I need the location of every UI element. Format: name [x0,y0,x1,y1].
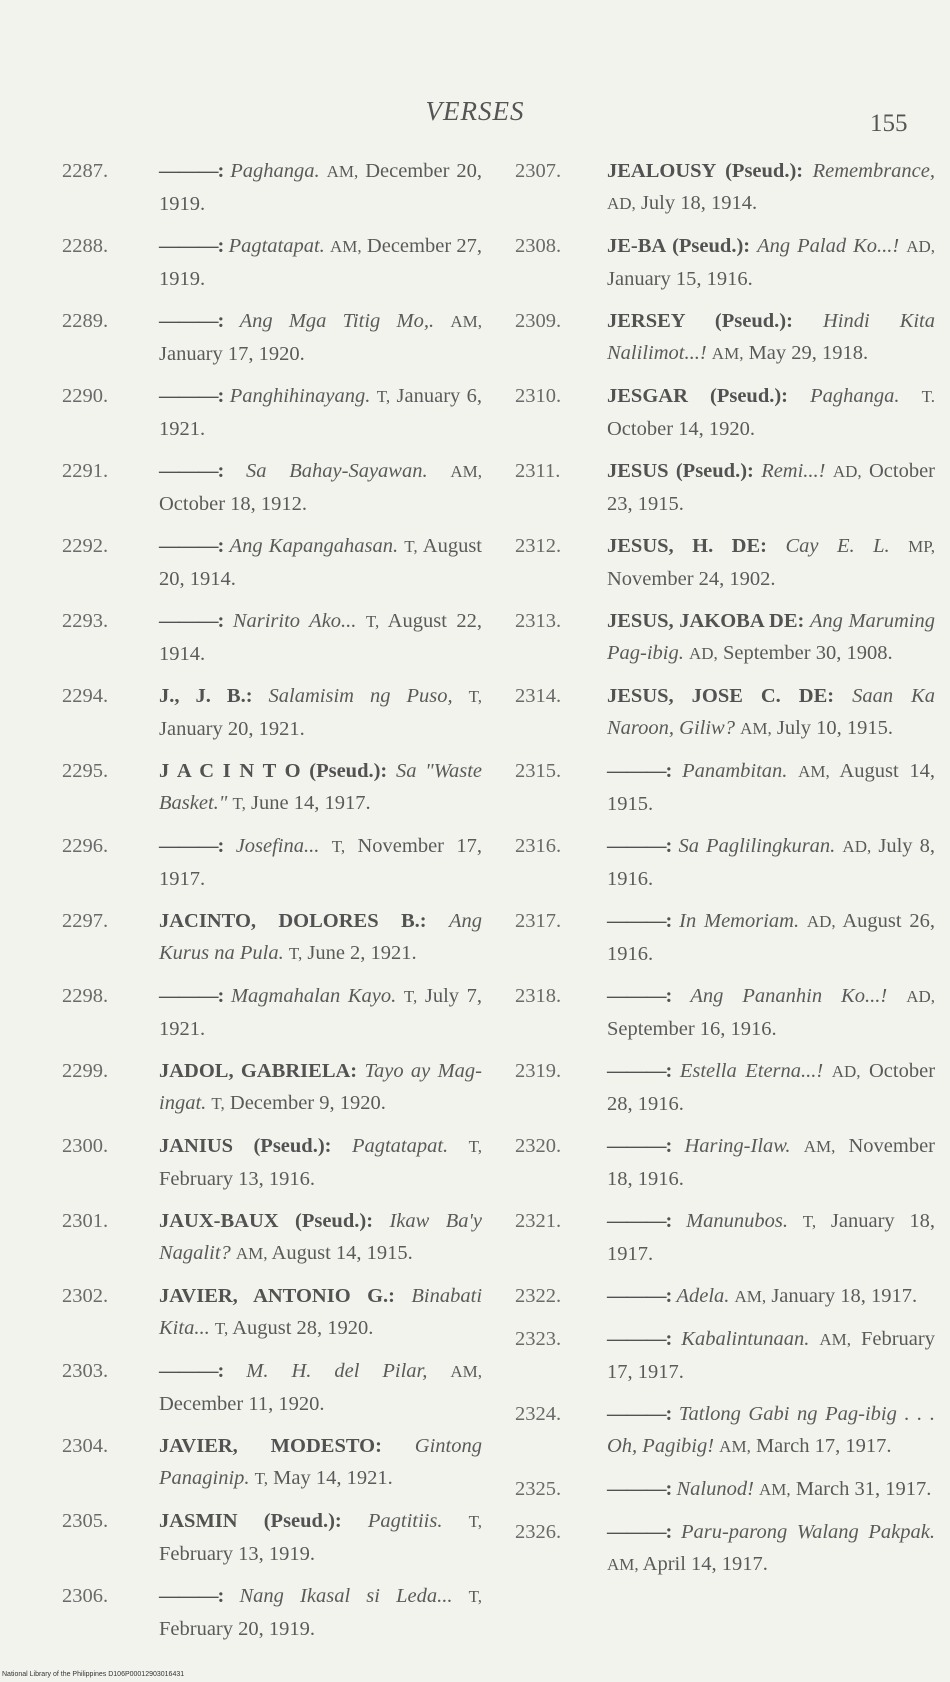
entry-number: 2293. [62,610,109,632]
entry-number: 2324. [515,1403,562,1425]
source-code: T, [365,612,380,631]
entry-number: 2315. [515,760,562,782]
bibliography-entry [515,230,935,295]
poem-title: Haring-Ilaw. [684,1135,791,1157]
entry-number: 2318. [515,985,562,1007]
poem-title: Panghihinayang. [229,385,371,407]
source-code: T, [331,837,346,856]
poem-title: Saan Ka Naroon, Giliw? [607,685,935,739]
bibliography-entry [515,1516,935,1581]
author-name: ———: [607,1285,672,1307]
author-name: JESUS, H. DE: [607,535,767,557]
source-code: AM, [711,344,744,363]
poem-title: Paghanga. [230,160,320,182]
author-name: ———: [159,835,224,857]
source-code: AM, [803,1137,836,1156]
bibliography-entry [62,905,482,970]
page-title: VERSES [425,96,525,126]
poem-title: Cay E. L. [785,535,890,557]
poem-title: Ikaw Ba'y Nagalit? [159,1210,482,1264]
bibliography-entry [62,530,482,595]
source-code: AM, [819,1330,852,1349]
publication-date: August 14, 1915. [607,760,935,815]
author-name: JADOL, GABRIELA: [159,1060,358,1082]
bibliography-entry [515,1055,935,1120]
source-code: T, [403,987,418,1006]
source-code: T. [921,387,935,406]
publication-date: June 2, 1921. [307,942,417,964]
source-code: AD, [607,194,636,213]
bibliography-entry [62,1580,482,1645]
poem-title: Sa "Waste Basket." [159,760,483,814]
entry-number: 2304. [62,1435,109,1457]
source-code: AM, [450,462,482,481]
publication-date: May 14, 1921. [273,1467,393,1489]
poem-title: Remembrance, [812,160,935,182]
author-name: ———: [159,1360,224,1382]
author-name: ———: [607,835,672,857]
source-code: AM, [759,1480,791,1499]
source-code: AD, [906,237,936,256]
author-name: JESGAR (Pseud.): [607,385,788,407]
publication-date: January 18, 1917. [607,1210,936,1265]
source-code: AM, [450,312,482,331]
bibliography-entry [515,1473,935,1506]
publication-date: January 6, 1921. [159,385,483,440]
bibliography-entry [515,605,935,670]
entry-number: 2310. [515,385,562,407]
poem-title: Magmahalan Kayo. [230,985,397,1007]
bibliography-entry [62,380,482,445]
entry-number: 2291. [62,460,109,482]
entry-number: 2303. [62,1360,109,1382]
poem-title: Ang Kurus na Pula. [159,910,482,964]
poem-title: Ang Pananhin Ko...! [690,985,888,1007]
source-code: T, [802,1212,817,1231]
author-name: J., J. B.: [159,685,253,707]
source-code: AD, [906,987,935,1006]
publication-date: November 18, 1916. [607,1135,935,1190]
publication-date: August 14, 1915. [271,1242,413,1264]
author-name: ———: [159,160,224,182]
entry-number: 2308. [515,235,562,257]
source-code: AM, [235,1244,268,1263]
poem-title: Naririto Ako... [232,610,357,632]
author-name: ———: [607,910,672,932]
publication-date: December 27, 1919. [159,235,482,290]
entry-number: 2290. [62,385,109,407]
bibliography-entry [62,680,482,745]
author-name: ———: [159,235,224,257]
publication-date: April 14, 1917. [642,1553,768,1575]
bibliography-entry [515,1323,935,1388]
publication-date: October 18, 1912. [159,493,308,515]
publication-date: July 8, 1916. [607,835,935,890]
publication-date: February 17, 1917. [607,1328,935,1383]
bibliography-entry [62,1280,482,1345]
publication-date: November 17, 1917. [159,835,482,890]
bibliography-entry [515,755,935,820]
source-code: AD, [832,462,862,481]
author-name: ———: [607,985,672,1007]
entry-number: 2301. [62,1210,109,1232]
bibliography-entry [62,830,482,895]
source-code: AD, [842,837,872,856]
author-name: ———: [159,385,224,407]
publication-date: September 16, 1916. [607,1018,777,1040]
source-code: T, [468,1512,482,1531]
publication-date: March 17, 1917. [755,1435,892,1457]
source-code: AM, [734,1287,767,1306]
publication-date: July 10, 1915. [776,717,894,739]
poem-title: Ang Kapangahasan. [229,535,399,557]
bibliography-entry [62,230,482,295]
publication-date: October 14, 1920. [607,418,756,440]
publication-date: December 20, 1919. [159,160,482,215]
author-name: JAUX-BAUX (Pseud.): [159,1210,374,1232]
poem-title: Estella Eterna...! [679,1060,824,1082]
publication-date: August 26, 1916. [607,910,936,965]
bibliography-entry [515,155,935,220]
publication-date: July 7, 1921. [159,985,483,1040]
author-name: JANIUS (Pseud.): [159,1135,332,1157]
poem-title: Paru-parong Walang Pakpak. [680,1521,936,1543]
author-name: ———: [607,760,672,782]
publication-date: September 30, 1908. [722,642,893,664]
poem-title: Hindi Kita Nalilimot...! [607,310,936,364]
entry-number: 2316. [515,835,562,857]
entry-number: 2321. [515,1210,562,1232]
bibliography-entry [62,1505,482,1570]
entry-number: 2312. [515,535,562,557]
author-name: ———: [159,985,224,1007]
entry-number: 2323. [515,1328,562,1350]
author-name: JESUS (Pseud.): [607,460,754,482]
author-name: JESUS, JAKOBA DE: [607,610,805,632]
publication-date: June 14, 1917. [251,792,371,814]
source-code: T, [214,1319,229,1338]
entry-number: 2311. [515,460,561,482]
author-name: JESUS, JOSE C. DE: [607,685,835,707]
source-code: T, [404,537,418,556]
publication-date: November 24, 1902. [607,568,776,590]
entry-number: 2322. [515,1285,562,1307]
author-name: JEALOUSY (Pseud.): [607,160,804,182]
author-name: ———: [159,310,224,332]
bibliography-entry [515,1398,935,1463]
bibliography-entry [515,830,935,895]
author-name: ———: [607,1210,672,1232]
entry-number: 2294. [62,685,109,707]
entry-number: 2288. [62,235,109,257]
bibliography-entry [515,1280,935,1313]
entry-number: 2300. [62,1135,109,1157]
poem-title: Pagtitiis. [367,1510,443,1532]
entry-number: 2317. [515,910,562,932]
poem-title: Nang Ikasal si Leda... [239,1585,453,1607]
bibliography-entry [62,980,482,1045]
publication-date: October 23, 1915. [607,460,936,515]
source-code: AM, [330,237,362,256]
bibliography-entry [515,1205,935,1270]
poem-title: Josefina... [235,835,320,857]
source-code: AM, [740,719,772,738]
poem-title: Ang Maruming Pag-ibig. [607,610,936,664]
entry-number: 2299. [62,1060,109,1082]
publication-date: May 29, 1918. [748,342,869,364]
entry-number: 2298. [62,985,109,1007]
poem-title: Paghanga. [810,385,900,407]
publication-date: February 13, 1919. [159,1543,316,1565]
poem-title: Sa Paglilingkuran. [678,835,836,857]
author-name: JE-BA (Pseud.): [607,235,751,257]
author-name: ———: [159,610,224,632]
source-code: MP, [908,537,936,556]
entry-number: 2307. [515,160,562,182]
publication-date: March 31, 1917. [795,1478,932,1500]
entry-number: 2320. [515,1135,562,1157]
bibliography-entry [62,1205,482,1270]
left-column [62,155,482,1655]
author-name: JACINTO, DOLORES B.: [159,910,427,932]
publication-date: February 13, 1916. [159,1168,316,1190]
bibliography-entry [515,905,935,970]
source-code: AM, [326,162,359,181]
poem-title: Nalunod! [676,1478,754,1500]
poem-title: Remi...! [761,460,826,482]
library-footer: National Library of the Philippines D106P00012903016431 [2,1671,185,1678]
bibliography-entry [515,1130,935,1195]
publication-date: December 9, 1920. [229,1092,386,1114]
author-name: ———: [607,1403,672,1425]
publication-date: January 17, 1920. [159,343,305,365]
entry-number: 2319. [515,1060,562,1082]
poem-title: Manunubos. [686,1210,789,1232]
author-name: ———: [159,1585,224,1607]
source-code: T, [376,387,391,406]
author-name: ———: [159,535,224,557]
page-number: 155 [870,110,908,137]
bibliography-entry [515,380,935,445]
source-code: T, [211,1094,225,1113]
source-code: AM, [607,1555,639,1574]
publication-date: October 28, 1916. [607,1060,936,1115]
poem-title: Adela. [676,1285,730,1307]
source-code: T, [288,944,303,963]
publication-date: August 22, 1914. [159,610,483,665]
poem-title: Pagtatapat. [351,1135,449,1157]
author-name: JASMIN (Pseud.): [159,1510,342,1532]
entry-number: 2326. [515,1521,562,1543]
author-name: ———: [607,1135,672,1157]
entry-number: 2305. [62,1510,109,1532]
bibliography-entry [62,305,482,370]
source-code: T, [468,687,483,706]
source-code: AD, [689,644,718,663]
poem-title: Pagtatapat. [228,235,325,257]
poem-title: Gintong Panaginip. [159,1435,482,1489]
bibliography-entry [62,1055,482,1120]
poem-title: Salamisim ng Puso, [268,685,453,707]
source-code: AM, [798,762,830,781]
source-code: AD, [806,912,836,931]
publication-date: December 11, 1920. [159,1393,325,1415]
bibliography-entry [62,1430,482,1495]
publication-date: July 18, 1914. [640,192,758,214]
author-name: JAVIER, ANTONIO G.: [159,1285,395,1307]
poem-title: Ang Palad Ko...! [757,235,900,257]
entry-number: 2287. [62,160,109,182]
bibliography-entry [62,755,482,820]
source-code: T, [468,1137,483,1156]
poem-title: Panambitan. [682,760,788,782]
author-name: ———: [607,1060,672,1082]
bibliography-entry [62,605,482,670]
entry-number: 2292. [62,535,109,557]
entry-number: 2313. [515,610,562,632]
entry-number: 2306. [62,1585,109,1607]
poem-title: Tayo ay Mag-ingat. [159,1060,483,1114]
author-name: JERSEY (Pseud.): [607,310,793,332]
publication-date: August 20, 1914. [159,535,482,590]
poem-title: M. H. del Pilar, [246,1360,428,1382]
publication-date: January 20, 1921. [159,718,305,740]
entry-number: 2297. [62,910,109,932]
author-name: ———: [159,460,224,482]
source-code: T, [232,794,246,813]
entry-number: 2314. [515,685,562,707]
publication-date: January 18, 1917. [771,1285,918,1307]
entry-number: 2325. [515,1478,562,1500]
source-code: T, [468,1587,483,1606]
source-code: T, [254,1469,269,1488]
poem-title: Ang Mga Titig Mo,. [239,310,435,332]
poem-title: Tatlong Gabi ng Pag-ibig . . . Oh, Pagibig! [607,1403,935,1457]
publication-date: February 20, 1919. [159,1618,316,1640]
bibliography-entry [515,305,935,370]
bibliography-entry [62,455,482,520]
source-code: AD, [831,1062,861,1081]
bibliography-entry [515,680,935,745]
poem-title: Sa Bahay-Sayawan. [246,460,428,482]
entry-number: 2296. [62,835,109,857]
poem-title: Binabati Kita... [159,1285,483,1339]
right-column [515,155,935,1591]
publication-date: January 15, 1916. [607,268,753,290]
author-name: JAVIER, MODESTO: [159,1435,382,1457]
bibliography-entry [62,1355,482,1420]
author-name: J A C I N T O (Pseud.): [159,760,388,782]
entry-number: 2289. [62,310,109,332]
bibliography-entry [515,980,935,1045]
entry-number: 2309. [515,310,562,332]
author-name: ———: [607,1478,672,1500]
publication-date: August 28, 1920. [232,1317,374,1339]
source-code: AM, [450,1362,482,1381]
bibliography-entry [515,530,935,595]
poem-title: Kabalintunaan. [681,1328,810,1350]
poem-title: In Memoriam. [679,910,800,932]
entry-number: 2302. [62,1285,109,1307]
bibliography-entry [62,1130,482,1195]
entry-number: 2295. [62,760,109,782]
source-code: AM, [719,1437,751,1456]
author-name: ———: [607,1328,672,1350]
bibliography-entry [515,455,935,520]
author-name: ———: [607,1521,672,1543]
bibliography-entry [62,155,482,220]
